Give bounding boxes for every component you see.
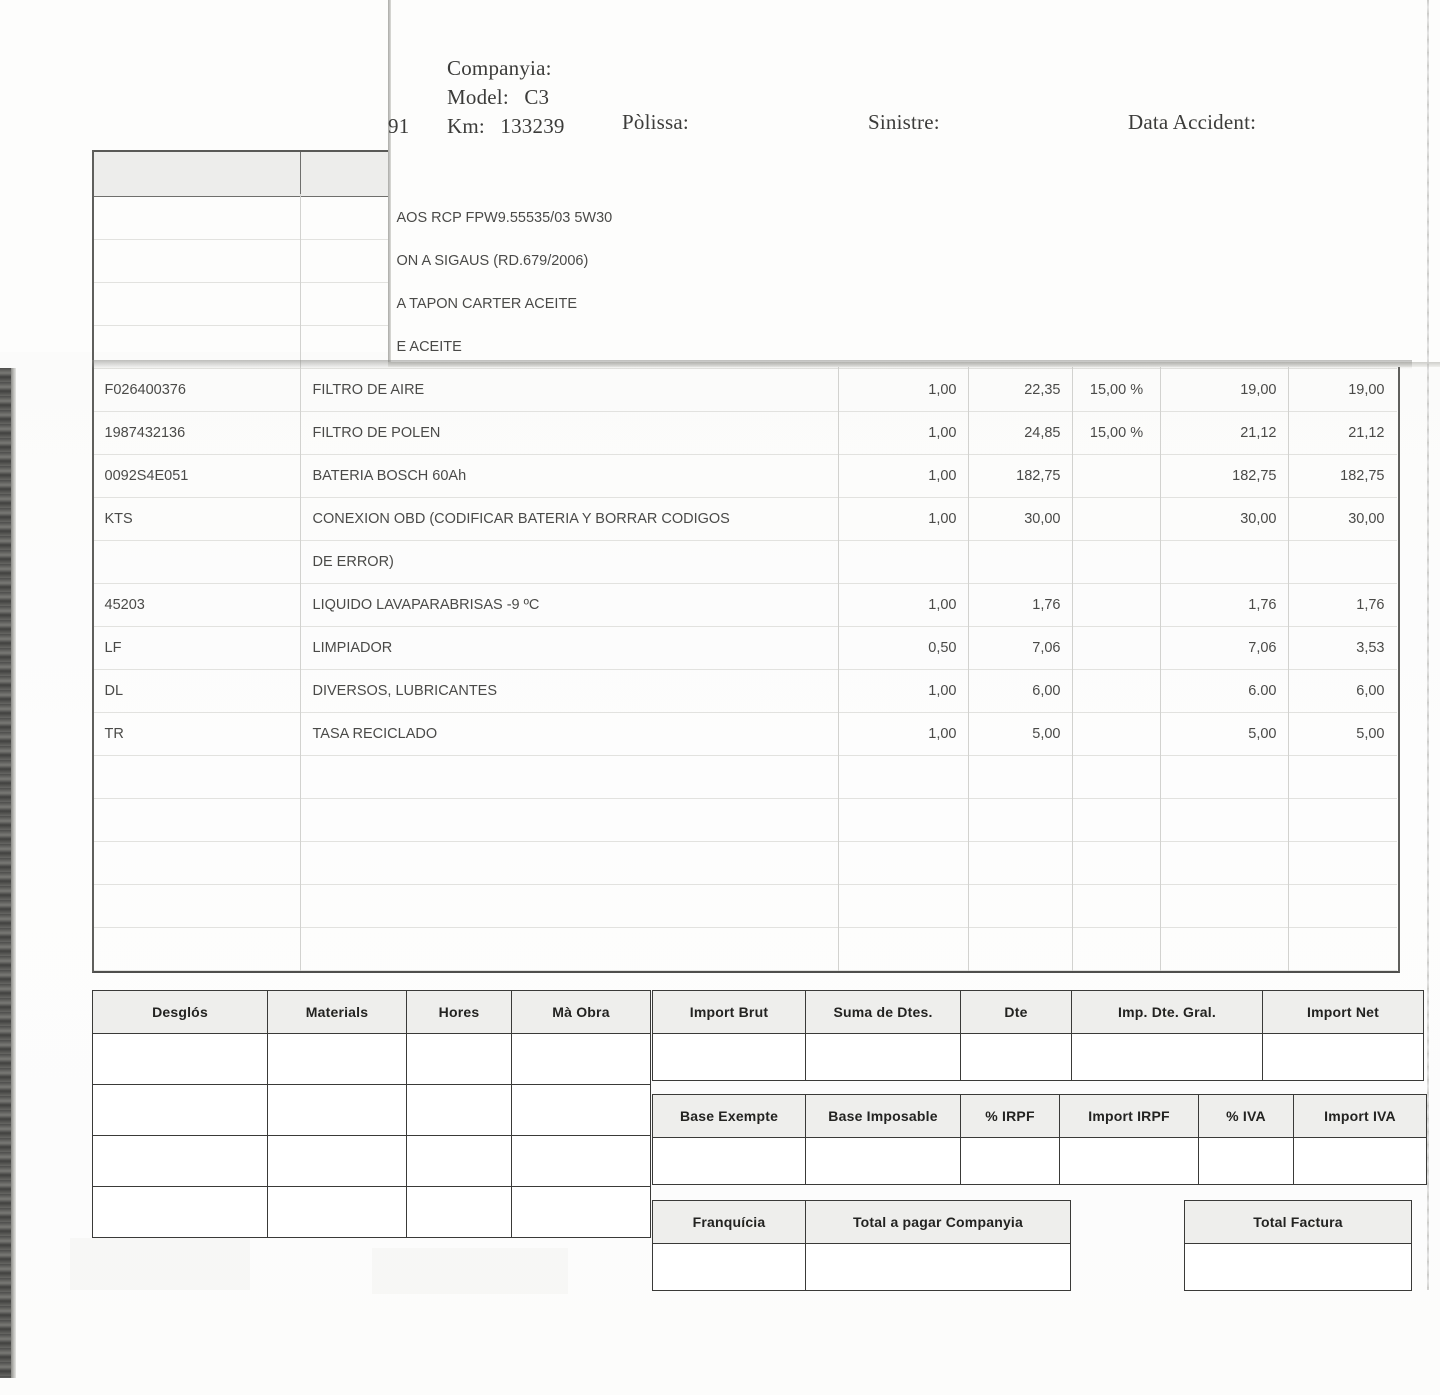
item-quantity: 1,00 xyxy=(839,498,969,541)
header-data-accident xyxy=(1128,110,1266,135)
franquicia-row xyxy=(653,1244,1071,1291)
desglos-table xyxy=(92,990,651,1238)
desglos-cell[interactable] xyxy=(268,1187,407,1238)
item-quantity: 1,00 xyxy=(839,584,969,627)
item-preu: 30,00 xyxy=(969,498,1073,541)
total-factura-table xyxy=(1184,1200,1412,1291)
franquicia-table xyxy=(652,1200,1071,1291)
item-ref xyxy=(93,756,301,799)
item-quantity xyxy=(839,799,969,842)
desglos-cell[interactable] xyxy=(407,1136,512,1187)
item-ref xyxy=(93,541,301,584)
header-km-value: 133239 xyxy=(500,114,565,138)
desglos-cell[interactable] xyxy=(268,1034,407,1085)
import-brut-cell[interactable] xyxy=(806,1034,961,1081)
item-ref xyxy=(93,928,301,971)
item-ref xyxy=(93,240,301,283)
item-description: AOS RCP FPW9.55535/03 5W30 xyxy=(301,197,839,240)
base-col-header: Base Imposable xyxy=(806,1095,961,1138)
item-description: DE ERROR) xyxy=(301,541,839,584)
item-dte xyxy=(1073,584,1161,627)
item-ref xyxy=(93,799,301,842)
item-dte xyxy=(1073,885,1161,928)
import-brut-col-header: Suma de Dtes. xyxy=(806,991,961,1034)
desglos-cell[interactable] xyxy=(407,1187,512,1238)
item-quantity xyxy=(839,842,969,885)
import-brut-cell[interactable] xyxy=(961,1034,1072,1081)
item-description: CONEXION OBD (CODIFICAR BATERIA Y BORRAR CODIGOS xyxy=(301,498,839,541)
item-pnet xyxy=(1161,885,1289,928)
item-quantity: 0,50 xyxy=(839,627,969,670)
item-import xyxy=(1289,928,1397,971)
item-ref xyxy=(93,842,301,885)
item-description xyxy=(301,842,839,885)
item-preu xyxy=(969,541,1073,584)
total-factura-row xyxy=(1185,1244,1412,1291)
desglos-row xyxy=(93,1034,651,1085)
import-brut-col-header: Imp. Dte. Gral. xyxy=(1072,991,1263,1034)
header-km xyxy=(447,114,565,139)
base-cell[interactable] xyxy=(961,1138,1060,1185)
item-preu xyxy=(969,885,1073,928)
desglos-cell[interactable] xyxy=(93,1187,268,1238)
franquicia-col-header: Total a pagar Companyia xyxy=(806,1201,1071,1244)
item-ref: 1987432136 xyxy=(93,412,301,455)
item-description xyxy=(301,799,839,842)
item-pnet: 7,06 xyxy=(1161,627,1289,670)
header-companyia xyxy=(447,56,562,81)
item-import: 1,76 xyxy=(1289,584,1397,627)
item-pnet xyxy=(1161,842,1289,885)
table-row xyxy=(93,928,1397,971)
base-cell[interactable] xyxy=(653,1138,806,1185)
item-preu xyxy=(969,842,1073,885)
item-import xyxy=(1289,799,1397,842)
table-row xyxy=(93,541,1397,584)
item-quantity: 1,00 xyxy=(839,455,969,498)
base-cell[interactable] xyxy=(1199,1138,1294,1185)
table-row xyxy=(93,584,1397,627)
item-quantity xyxy=(839,541,969,584)
header-model-label: Model: xyxy=(447,85,509,109)
base-imposable-table xyxy=(652,1094,1427,1185)
item-import: 3,53 xyxy=(1289,627,1397,670)
item-dte xyxy=(1073,799,1161,842)
item-quantity xyxy=(839,756,969,799)
table-row xyxy=(93,842,1397,885)
item-dte xyxy=(1073,842,1161,885)
base-cell[interactable] xyxy=(1060,1138,1199,1185)
header-sinistre-label: Sinistre: xyxy=(868,110,940,134)
desglos-col-header: Mà Obra xyxy=(512,991,651,1034)
item-quantity: 1,00 xyxy=(839,412,969,455)
header-polissa-label: Pòlissa: xyxy=(622,110,689,134)
item-dte xyxy=(1073,541,1161,584)
table-row xyxy=(93,670,1397,713)
import-brut-cell[interactable] xyxy=(653,1034,806,1081)
import-brut-row xyxy=(653,1034,1424,1081)
item-dte xyxy=(1073,627,1161,670)
desglos-cell[interactable] xyxy=(512,1034,651,1085)
item-dte xyxy=(1073,455,1161,498)
item-dte xyxy=(1073,928,1161,971)
desglos-cell[interactable] xyxy=(407,1085,512,1136)
item-import: 182,75 xyxy=(1289,455,1397,498)
item-pnet: 19,00 xyxy=(1161,369,1289,412)
desglos-col-header: Desglós xyxy=(93,991,268,1034)
bleed-through-ghost xyxy=(372,1248,568,1294)
header-sinistre xyxy=(868,110,950,135)
item-import xyxy=(1289,885,1397,928)
desglos-cell[interactable] xyxy=(268,1136,407,1187)
franquicia-col-header: Franquícia xyxy=(653,1201,806,1244)
item-ref: KTS xyxy=(93,498,301,541)
total-factura-cell[interactable] xyxy=(1185,1244,1412,1291)
item-ref: DL xyxy=(93,670,301,713)
item-preu xyxy=(969,799,1073,842)
desglos-cell[interactable] xyxy=(268,1085,407,1136)
desglos-body xyxy=(93,1034,651,1238)
item-import: 5,00 xyxy=(1289,713,1397,756)
table-row xyxy=(93,885,1397,928)
item-import xyxy=(1289,756,1397,799)
desglos-col-header: Hores xyxy=(407,991,512,1034)
franquicia-header-row xyxy=(653,1201,1071,1244)
base-col-header: % IRPF xyxy=(961,1095,1060,1138)
item-pnet: 182,75 xyxy=(1161,455,1289,498)
franquicia-body xyxy=(653,1244,1071,1291)
table-row xyxy=(93,498,1397,541)
item-import: 30,00 xyxy=(1289,498,1397,541)
item-ref: F026400376 xyxy=(93,369,301,412)
item-description: FILTRO DE POLEN xyxy=(301,412,839,455)
import-brut-cell[interactable] xyxy=(1072,1034,1263,1081)
item-quantity xyxy=(839,885,969,928)
item-ref xyxy=(93,326,301,369)
item-description: LIMPIADOR xyxy=(301,627,839,670)
item-dte xyxy=(1073,670,1161,713)
header-data-accident-label: Data Accident: xyxy=(1128,110,1257,134)
item-description xyxy=(301,756,839,799)
item-ref: 45203 xyxy=(93,584,301,627)
total-factura-col-header: Total Factura xyxy=(1185,1201,1412,1244)
import-brut-body xyxy=(653,1034,1424,1081)
import-brut-header-row xyxy=(653,991,1424,1034)
desglos-cell[interactable] xyxy=(512,1136,651,1187)
item-description xyxy=(301,928,839,971)
item-import xyxy=(1289,842,1397,885)
total-factura-header-row xyxy=(1185,1201,1412,1244)
item-pnet: 21,12 xyxy=(1161,412,1289,455)
item-import: 6,00 xyxy=(1289,670,1397,713)
col-header-ref xyxy=(93,151,301,197)
item-import: 21,12 xyxy=(1289,412,1397,455)
item-ref xyxy=(93,283,301,326)
base-row xyxy=(653,1138,1427,1185)
base-col-header: % IVA xyxy=(1199,1095,1294,1138)
import-brut-cell[interactable] xyxy=(1263,1034,1424,1081)
desglos-cell[interactable] xyxy=(512,1187,651,1238)
item-dte: 15,00 % xyxy=(1073,369,1161,412)
import-brut-col-header: Dte xyxy=(961,991,1072,1034)
scan-artifact-line xyxy=(1427,0,1429,1290)
desglos-row xyxy=(93,1136,651,1187)
franquicia-cell[interactable] xyxy=(806,1244,1071,1291)
base-header-row xyxy=(653,1095,1427,1138)
item-description: TASA RECICLADO xyxy=(301,713,839,756)
import-brut-table xyxy=(652,990,1424,1081)
item-quantity: 1,00 xyxy=(839,713,969,756)
item-preu: 1,76 xyxy=(969,584,1073,627)
item-preu xyxy=(969,756,1073,799)
header-model xyxy=(447,85,549,110)
table-row xyxy=(93,799,1397,842)
header-companyia-label: Companyia: xyxy=(447,56,552,80)
item-pnet xyxy=(1161,928,1289,971)
table-row xyxy=(93,627,1397,670)
table-row xyxy=(93,455,1397,498)
table-row xyxy=(93,412,1397,455)
item-import xyxy=(1289,541,1397,584)
desglos-cell[interactable] xyxy=(93,1034,268,1085)
desglos-row xyxy=(93,1085,651,1136)
item-description xyxy=(301,885,839,928)
import-brut-col-header: Import Net xyxy=(1263,991,1424,1034)
desglos-col-header: Materials xyxy=(268,991,407,1034)
base-body xyxy=(653,1138,1427,1185)
item-description: LIQUIDO LAVAPARABRISAS -9 ºC xyxy=(301,584,839,627)
item-dte xyxy=(1073,498,1161,541)
item-ref: 0092S4E051 xyxy=(93,455,301,498)
item-ref xyxy=(93,885,301,928)
scanner-gutter-edge xyxy=(11,368,16,1378)
franquicia-cell[interactable] xyxy=(653,1244,806,1291)
base-col-header: Import IVA xyxy=(1294,1095,1427,1138)
header-number-fragment: 91 xyxy=(388,114,410,138)
item-pnet xyxy=(1161,756,1289,799)
item-preu: 182,75 xyxy=(969,455,1073,498)
item-preu xyxy=(969,928,1073,971)
item-quantity: 1,00 xyxy=(839,670,969,713)
desglos-header-row xyxy=(93,991,651,1034)
desglos-cell[interactable] xyxy=(93,1136,268,1187)
base-col-header: Base Exempte xyxy=(653,1095,806,1138)
item-description: ON A SIGAUS (RD.679/2006) xyxy=(301,240,839,283)
item-pnet: 30,00 xyxy=(1161,498,1289,541)
item-quantity xyxy=(839,928,969,971)
item-pnet xyxy=(1161,799,1289,842)
base-cell[interactable] xyxy=(806,1138,961,1185)
table-row xyxy=(93,369,1397,412)
item-preu: 24,85 xyxy=(969,412,1073,455)
item-import: 19,00 xyxy=(1289,369,1397,412)
desglos-row xyxy=(93,1187,651,1238)
item-pnet: 5,00 xyxy=(1161,713,1289,756)
desglos-cell[interactable] xyxy=(512,1085,651,1136)
item-preu: 6,00 xyxy=(969,670,1073,713)
item-preu: 22,35 xyxy=(969,369,1073,412)
total-factura-body xyxy=(1185,1244,1412,1291)
desglos-cell[interactable] xyxy=(407,1034,512,1085)
item-ref: TR xyxy=(93,713,301,756)
item-preu: 7,06 xyxy=(969,627,1073,670)
header-model-value: C3 xyxy=(524,85,550,109)
item-pnet: 1,76 xyxy=(1161,584,1289,627)
item-pnet xyxy=(1161,541,1289,584)
base-col-header: Import IRPF xyxy=(1060,1095,1199,1138)
desglos-cell[interactable] xyxy=(93,1085,268,1136)
item-description: BATERIA BOSCH 60Ah xyxy=(301,455,839,498)
item-quantity: 1,00 xyxy=(839,369,969,412)
item-description: DIVERSOS, LUBRICANTES xyxy=(301,670,839,713)
bleed-through-ghost xyxy=(70,1238,250,1290)
item-dte xyxy=(1073,713,1161,756)
item-description: FILTRO DE AIRE xyxy=(301,369,839,412)
item-ref: LF xyxy=(93,627,301,670)
item-description: A TAPON CARTER ACEITE xyxy=(301,283,839,326)
item-ref xyxy=(93,197,301,240)
table-row xyxy=(93,756,1397,799)
item-description: E ACEITE xyxy=(301,326,839,369)
item-dte xyxy=(1073,756,1161,799)
base-cell[interactable] xyxy=(1294,1138,1427,1185)
item-pnet: 6.00 xyxy=(1161,670,1289,713)
header-polissa xyxy=(622,110,699,135)
import-brut-col-header: Import Brut xyxy=(653,991,806,1034)
item-dte: 15,00 % xyxy=(1073,412,1161,455)
header-km-label: Km: xyxy=(447,114,485,138)
item-preu: 5,00 xyxy=(969,713,1073,756)
table-row xyxy=(93,713,1397,756)
